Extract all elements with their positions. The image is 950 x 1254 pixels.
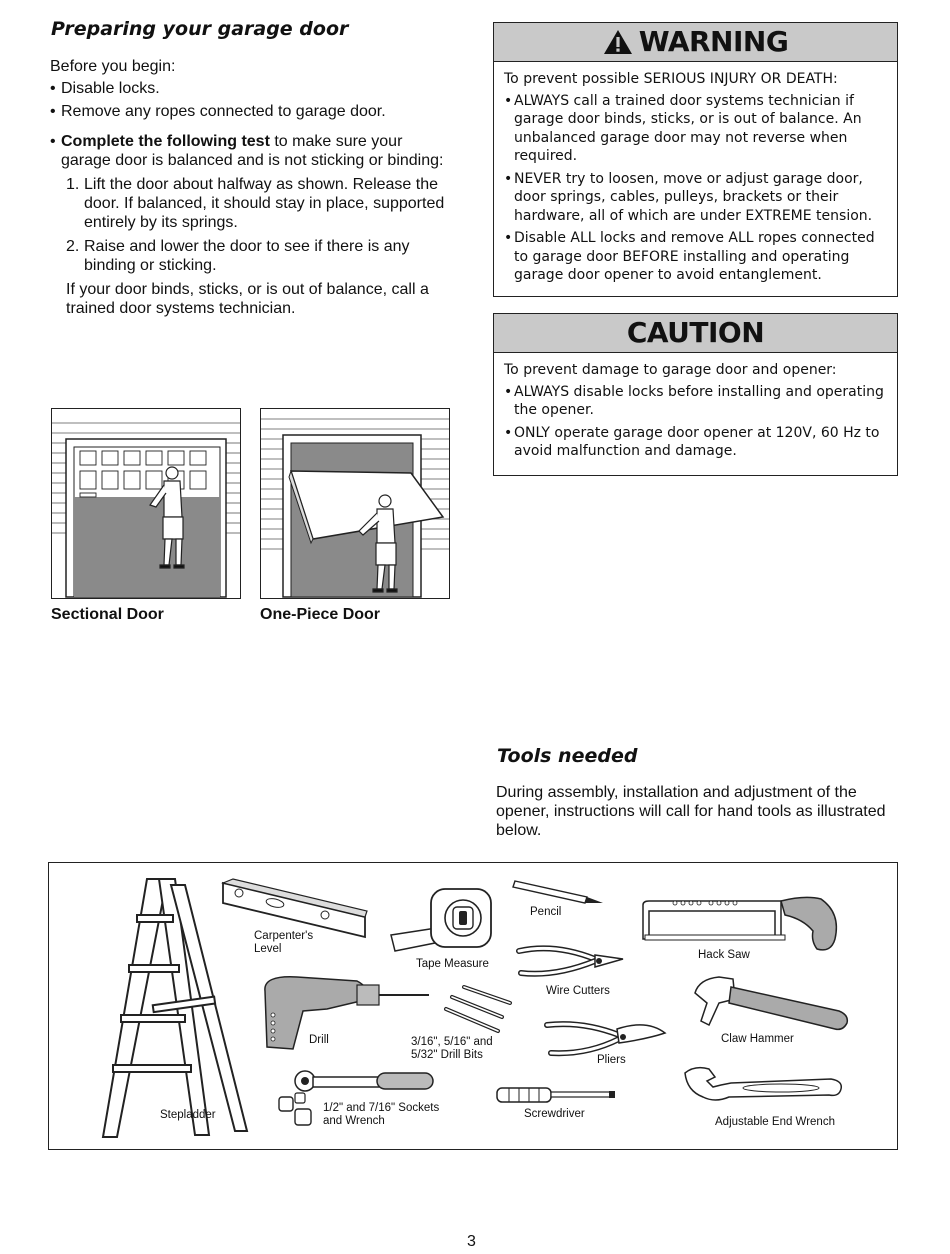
drill-icon [257,971,432,1051]
one-piece-door-illustration [260,408,450,599]
pliers-label: Pliers [597,1054,626,1066]
warning-box [493,22,898,297]
sectional-door-illustration [51,408,241,599]
warning-header [494,23,897,62]
prep-test-rest: to make sure your garage door is balanced and is not sticking or binding: [61,133,444,169]
warning-bullet: • NEVER try to loosen, move or adjust garage door, door springs, cables, pulleys, brackets or their hardware, all of which are under EXTREME tension. [504,170,887,226]
caution-box [493,313,898,476]
step-number: 1. [66,176,80,193]
prep-closing: If your door binds, sticks, or is out of balance, call a trained door systems technician. [66,281,429,317]
screwdriver-icon [495,1085,617,1105]
hack-saw-icon [635,889,847,955]
tools-intro: During assembly, installation and adjustment of the opener, instructions will call for hand tools as illustrated below. [496,784,886,839]
warning-bullet: • ALWAYS call a trained door systems technician if garage door binds, sticks, or is out of balance. An unbalanced garage door may not reverse when required. [504,92,887,166]
adjustable-wrench-icon [681,1063,845,1107]
caution-intro: To prevent damage to garage door and opener: [504,362,837,378]
caution-body [494,353,897,461]
warning-triangle-icon [603,29,633,55]
prep-title: Preparing your garage door [51,18,349,40]
claw-hammer-label: Claw Hammer [721,1033,794,1045]
drill-bits-label: 3/16", 5/16" and 5/32" Drill Bits [411,1036,493,1061]
prep-step [66,175,445,232]
wire-cutters-label: Wire Cutters [546,985,610,997]
wire-cutters-icon [515,941,627,981]
caution-bullet: • ONLY operate garage door opener at 120V, 60 Hz to avoid malfunction and damage. [504,424,887,461]
prep-test-bullet [50,132,445,170]
caution-bullet: • ALWAYS disable locks before installing and operating the opener. [504,383,887,420]
claw-hammer-icon [689,973,853,1035]
prep-section [50,57,445,318]
tools-panel [48,862,898,1150]
prep-intro: Before you begin: [50,58,176,75]
warning-intro: To prevent possible SERIOUS INJURY OR DEATH: [504,71,838,87]
prep-bullet: • Remove any ropes connected to garage door. [50,102,445,121]
warning-body [494,62,897,285]
prep-test-bold: Complete the following test [61,133,270,150]
step-text: Lift the door about halfway as shown. Release the door. If balanced, it should stay in place, supported entirely by its springs. [84,176,445,231]
pencil-icon [511,877,606,905]
sockets-wrench-label: 1/2" and 7/16" Sockets and Wrench [323,1102,440,1127]
carpenters-level-label: Carpenter's Level [254,930,314,955]
one-piece-door-caption: One-Piece Door [260,606,381,623]
page-number: 3 [467,1233,476,1250]
tape-measure-label: Tape Measure [416,958,489,970]
prep-step [66,237,445,275]
adjustable-wrench-label: Adjustable End Wrench [715,1116,835,1128]
caution-header: CAUTION [494,314,897,353]
drill-bits-icon [442,983,517,1035]
sectional-door-caption: Sectional Door [51,606,164,623]
pencil-label: Pencil [530,906,562,918]
prep-bullet: • Disable locks. [50,79,445,98]
warning-title: WARNING [638,25,789,58]
step-text: Raise and lower the door to see if there is any binding or sticking. [84,238,410,274]
step-number: 2. [66,238,80,255]
warning-bullet: • Disable ALL locks and remove ALL ropes connected to garage door BEFORE installing and operating garage door opener to avoid entanglement. [504,229,887,285]
hack-saw-label: Hack Saw [698,949,750,961]
screwdriver-label: Screwdriver [524,1108,585,1120]
tape-measure-icon [389,883,499,955]
tools-title: Tools needed [497,745,638,767]
drill-label: Drill [309,1034,329,1046]
stepladder-label: Stepladder [160,1109,216,1121]
